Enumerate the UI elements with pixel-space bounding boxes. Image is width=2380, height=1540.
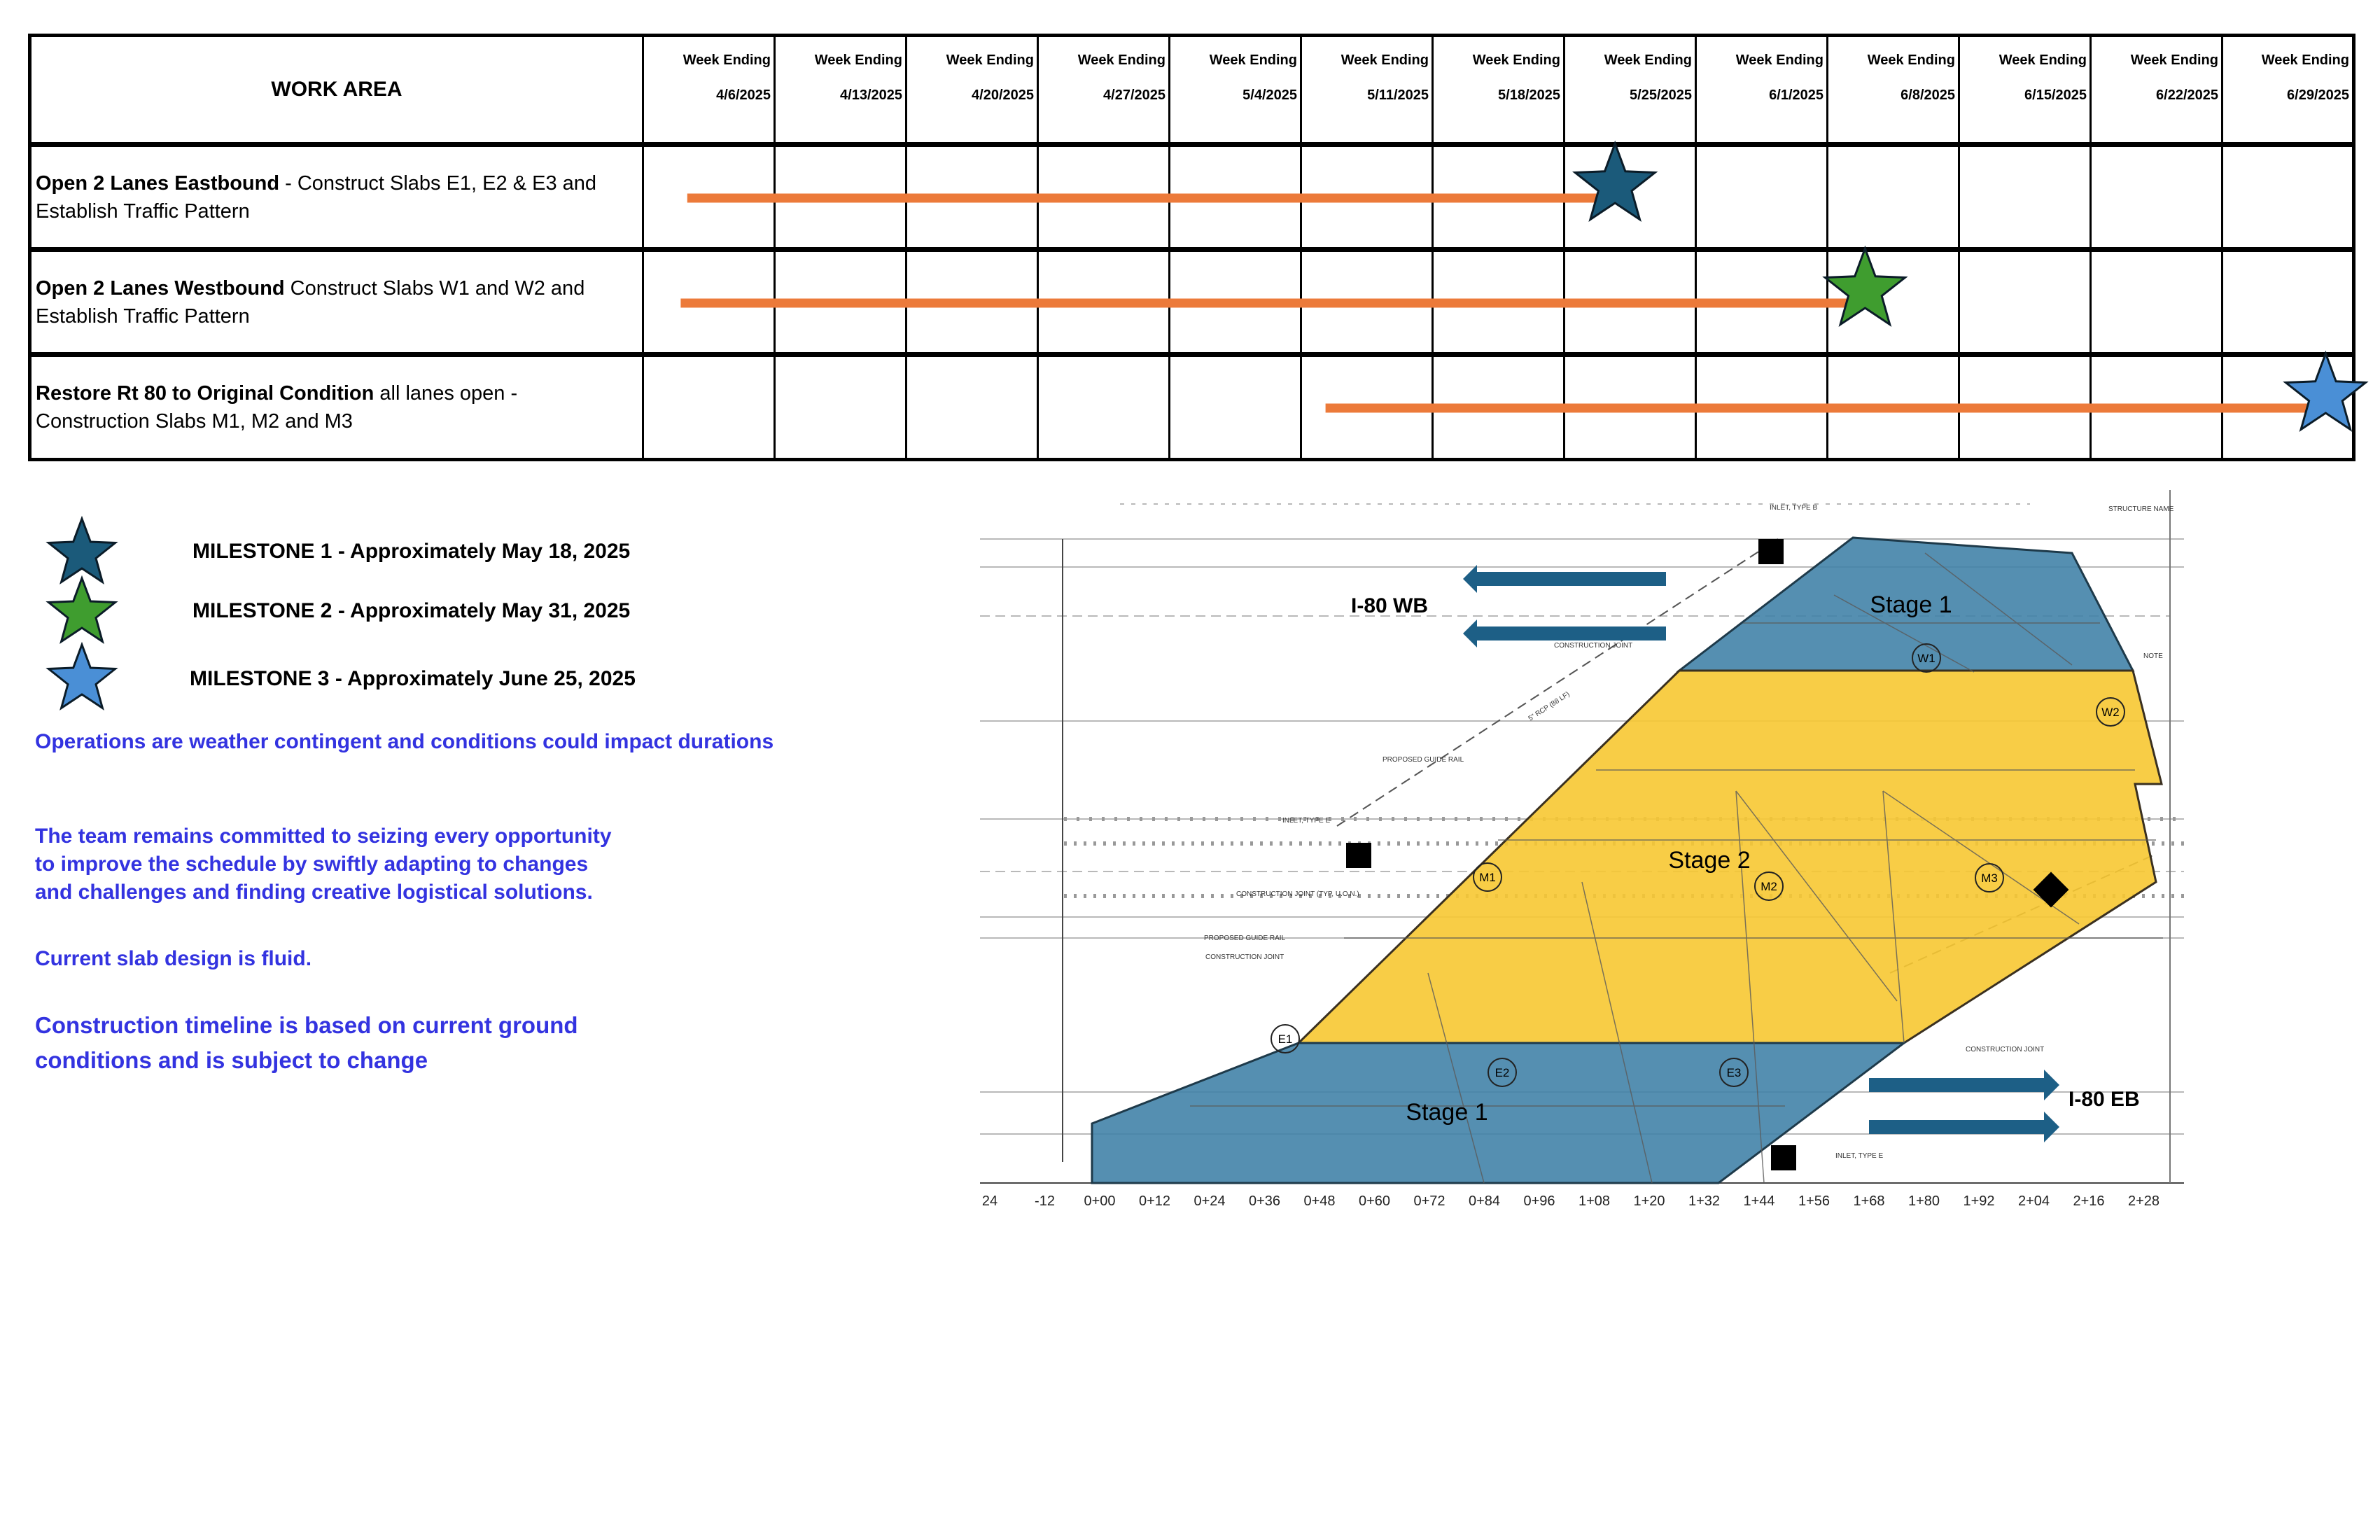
week-ending-label: Week Ending (2130, 52, 2218, 68)
station-label: 2+16 (2073, 1194, 2105, 1209)
task-description: all lanes open - Construction Slabs M1, M2 and M3 (36, 382, 518, 433)
week-date: 4/27/2025 (1103, 88, 1166, 103)
wb-arrows (1463, 565, 1666, 648)
station-label: 0+96 (1523, 1194, 1555, 1209)
week-ending-label: Week Ending (2261, 52, 2349, 68)
station-label: 0+24 (1194, 1194, 1226, 1209)
week-date: 6/15/2025 (2024, 88, 2087, 103)
callout-text: INLET, TYPE B (1770, 504, 1818, 512)
star-shape (48, 519, 115, 582)
slab-label-text: E2 (1494, 1066, 1510, 1079)
week-date: 4/20/2025 (972, 88, 1034, 103)
week-ending-label: Week Ending (1867, 52, 1955, 68)
legend-label: MILESTONE 3 - Approximately June 25, 2025 (190, 667, 636, 690)
callout-text: INLET, TYPE E (1835, 1152, 1884, 1160)
star-shape (48, 645, 115, 708)
station-label: 0+36 (1248, 1194, 1281, 1209)
staging-plan (980, 490, 2198, 1211)
station-label: 24 (981, 1194, 998, 1209)
slab-label-text: E1 (1278, 1032, 1293, 1046)
week-date: 5/11/2025 (1367, 88, 1429, 103)
timeline-note-line: Construction timeline is based on current ground (35, 1012, 578, 1038)
legend-label: MILESTONE 1 - Approximately May 18, 2025 (192, 540, 631, 563)
task-title: Open 2 Lanes Westbound (36, 276, 285, 300)
callout-text: CONSTRUCTION JOINT (1966, 1046, 2045, 1054)
slab-label-text: M3 (1981, 872, 1998, 885)
eb-arrows (1869, 1070, 2059, 1142)
week-date: 6/1/2025 (1769, 88, 1823, 103)
callout-text: PROPOSED GUIDE RAIL (1382, 756, 1464, 764)
week-ending-label: Week Ending (1340, 52, 1429, 68)
timeline-note-line: conditions and is subject to change (35, 1047, 428, 1073)
task-title: Open 2 Lanes Eastbound (36, 172, 280, 195)
slab-label-text: M1 (1479, 871, 1496, 884)
milestone-star-icon (2286, 354, 2365, 430)
team-note-line: and challenges and finding creative logistical solutions. (35, 881, 593, 904)
slab-label-text: W1 (1917, 652, 1935, 665)
station-label: 2+04 (2017, 1194, 2050, 1209)
task-title: Restore Rt 80 to Original Condition (36, 382, 374, 405)
week-ending-label: Week Ending (682, 52, 771, 68)
i80-eb-label: I-80 EB (2068, 1088, 2140, 1111)
star-shape (48, 578, 115, 642)
station-label: 1+32 (1688, 1194, 1721, 1209)
callout-text: CONSTRUCTION JOINT (1554, 642, 1633, 650)
task-description: - Construct Slabs E1, E2 & E3 and Establish Traffic Pattern (36, 172, 597, 223)
team-note-line: The team remains committed to seizing every opportunity (35, 825, 612, 848)
station-label: 1+68 (1853, 1194, 1885, 1209)
station-label: -12 (1035, 1194, 1055, 1209)
week-ending-label: Week Ending (1077, 52, 1166, 68)
week-ending-label: Week Ending (1735, 52, 1823, 68)
callout-text: PROPOSED GUIDE RAIL (1204, 934, 1286, 942)
inlet-marker (1758, 539, 1784, 564)
eastbound-arrow-icon (1869, 1112, 2059, 1142)
stage-2-label: Stage 2 (1668, 847, 1751, 874)
timeline-note (35, 1008, 578, 1078)
milestone-star-icon (1825, 248, 1905, 325)
callout-text: NOTE (2143, 652, 2163, 660)
legend-label: MILESTONE 2 - Approximately May 31, 2025 (192, 599, 631, 622)
week-ending-label: Week Ending (1604, 52, 1692, 68)
callout-text: CONSTRUCTION JOINT (TYP, U.O.N.) (1236, 890, 1359, 898)
slab-label-text: W2 (2101, 706, 2120, 719)
eastbound-arrow-icon (1869, 1070, 2059, 1100)
week-date: 4/6/2025 (716, 88, 771, 103)
stage-1-bottom-label: Stage 1 (1406, 1099, 1488, 1126)
milestone-2-star-icon (38, 574, 130, 644)
week-date: 6/29/2025 (2287, 88, 2349, 103)
station-label: 0+72 (1413, 1194, 1446, 1209)
milestone-star-icon (1575, 144, 1655, 220)
task-description: Construct Slabs W1 and W2 and Establish Traffic Pattern (36, 276, 585, 328)
week-ending-label: Week Ending (1998, 52, 2087, 68)
westbound-arrow-icon (1463, 565, 1666, 593)
milestone-3-star-icon (38, 640, 130, 710)
callout-text: CONSTRUCTION JOINT (1205, 953, 1284, 961)
week-ending-label: Week Ending (1209, 52, 1297, 68)
slab-label-text: E3 (1726, 1066, 1742, 1079)
callout-text: STRUCTURE NAME (2108, 505, 2174, 513)
inlet-marker (1346, 843, 1371, 868)
team-note-line: to improve the schedule by swiftly adapting to changes (35, 853, 589, 876)
station-label: 0+48 (1303, 1194, 1336, 1209)
week-date: 6/8/2025 (1900, 88, 1955, 103)
weather-note: Operations are weather contingent and conditions could impact durations (35, 730, 774, 753)
i80-wb-label: I-80 WB (1351, 594, 1429, 617)
station-label: 1+20 (1633, 1194, 1665, 1209)
slab-design-note: Current slab design is fluid. (35, 947, 312, 970)
week-date: 4/13/2025 (840, 88, 902, 103)
station-label: 0+60 (1358, 1194, 1391, 1209)
stage-1-top-label: Stage 1 (1870, 592, 1952, 618)
callout-text: 5" RCP (88 LF) (1527, 690, 1572, 723)
work-area-header: WORK AREA (30, 36, 643, 145)
station-label: 1+56 (1798, 1194, 1830, 1209)
week-date: 5/25/2025 (1630, 88, 1692, 103)
week-date: 5/18/2025 (1498, 88, 1560, 103)
week-ending-label: Week Ending (1472, 52, 1560, 68)
callout-text: INLET, TYPE E (1282, 817, 1331, 825)
station-label: 1+08 (1578, 1194, 1611, 1209)
station-label: 2+28 (2127, 1194, 2160, 1209)
week-ending-label: Week Ending (814, 52, 902, 68)
station-labels (982, 1194, 2160, 1209)
slab-label-text: M2 (1760, 880, 1777, 893)
week-date: 6/22/2025 (2156, 88, 2218, 103)
station-label: 1+92 (1963, 1194, 1995, 1209)
week-date: 5/4/2025 (1242, 88, 1297, 103)
station-label: 1+44 (1743, 1194, 1775, 1209)
station-label: 1+80 (1907, 1194, 1940, 1209)
team-note (35, 822, 612, 906)
station-label: 0+00 (1084, 1194, 1116, 1209)
station-label: 0+84 (1468, 1194, 1501, 1209)
station-label: 0+12 (1138, 1194, 1171, 1209)
week-ending-label: Week Ending (946, 52, 1034, 68)
inlet-marker (1771, 1145, 1796, 1170)
